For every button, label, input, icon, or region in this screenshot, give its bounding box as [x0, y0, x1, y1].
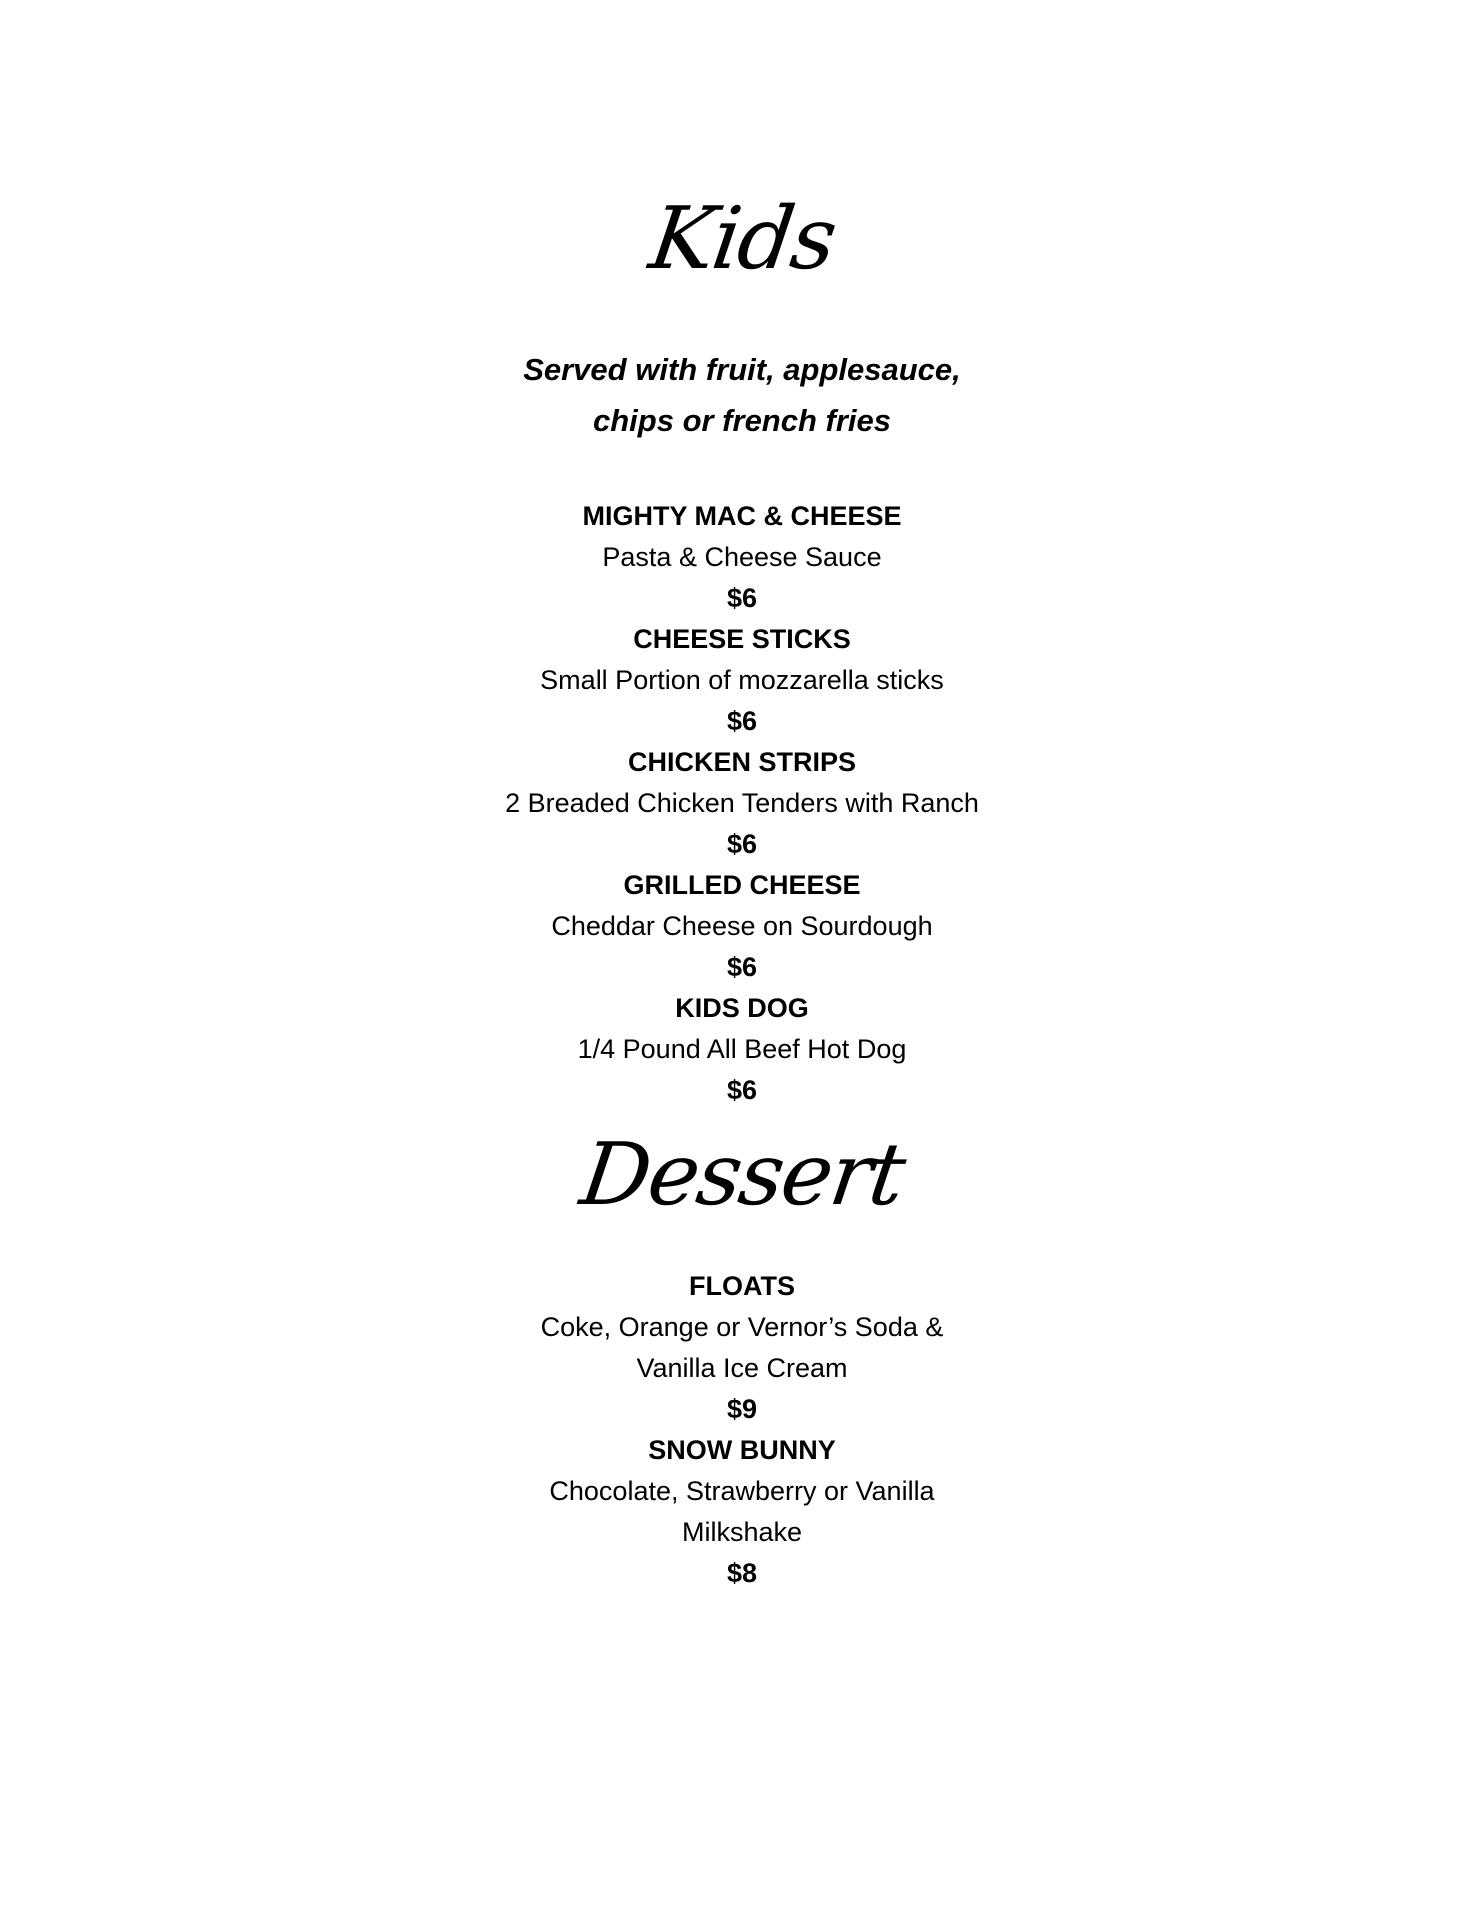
kids-heading: Kids: [643, 189, 841, 289]
item-name: KIDS DOG: [675, 993, 809, 1023]
kids-subtitle-line1: Served with fruit, applesauce,: [523, 352, 961, 387]
item-description: 1/4 Pound All Beef Hot Dog: [577, 1034, 907, 1064]
menu-item: [442, 742, 1042, 865]
dessert-item-list: [442, 1266, 1042, 1594]
item-price: $6: [726, 706, 758, 736]
kids-item-list: [442, 496, 1042, 1111]
item-description: Small Portion of mozzarella sticks: [540, 665, 944, 695]
item-description: Milkshake: [681, 1517, 803, 1547]
menu-item: [442, 1266, 1042, 1430]
item-name: FLOATS: [689, 1271, 795, 1301]
dessert-heading: Dessert: [574, 1125, 910, 1225]
item-name: CHICKEN STRIPS: [627, 747, 857, 777]
item-price: $6: [726, 583, 758, 613]
item-price: $6: [726, 1075, 758, 1105]
item-price: $9: [726, 1394, 758, 1424]
item-name: GRILLED CHEESE: [623, 870, 861, 900]
item-description: Pasta & Cheese Sauce: [602, 542, 882, 572]
item-description: Chocolate, Strawberry or Vanilla: [549, 1476, 935, 1506]
item-description: Cheddar Cheese on Sourdough: [551, 911, 933, 941]
dessert-heading-block: [442, 1125, 1042, 1225]
item-price: $8: [726, 1558, 758, 1588]
menu-item: [442, 496, 1042, 619]
item-description: Coke, Orange or Vernor’s Soda &: [540, 1312, 944, 1342]
menu-item: [442, 988, 1042, 1111]
menu-item: [442, 865, 1042, 988]
item-price: $6: [726, 952, 758, 982]
menu-item: [442, 1430, 1042, 1594]
kids-subtitle-line2: chips or french fries: [592, 403, 892, 438]
kids-subtitle: [442, 344, 1042, 446]
item-description: 2 Breaded Chicken Tenders with Ranch: [505, 788, 979, 818]
item-name: SNOW BUNNY: [648, 1435, 836, 1465]
item-description: Vanilla Ice Cream: [636, 1353, 848, 1383]
menu-item: [442, 619, 1042, 742]
item-name: CHEESE STICKS: [633, 624, 851, 654]
item-name: MIGHTY MAC & CHEESE: [582, 501, 902, 531]
item-price: $6: [726, 829, 758, 859]
kids-heading-block: [442, 189, 1042, 289]
